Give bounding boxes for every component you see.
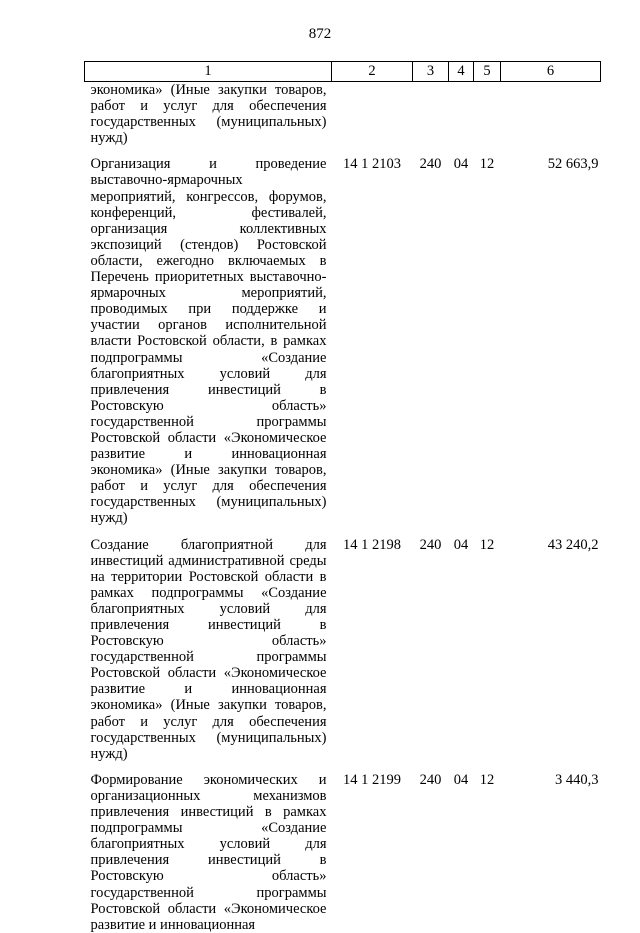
row-spacer [85,762,601,772]
budget-table [84,61,601,933]
subsection-code: 12 [479,536,495,553]
table-row [85,537,601,762]
section-code: 04 [453,771,469,788]
column-header: 4 [449,62,474,82]
amount: 3 440,3 [555,771,599,788]
section-code: 04 [453,156,469,173]
target-article-code: 14 1 2198 [343,536,401,553]
expense-type-code: 240 [419,771,442,788]
section-code [449,82,474,147]
row-description: Создание благоприятной для инвестиций административной среды на территории Ростовской области в рамках подпрограммы «Создание благоприятных условий для привлечения инвестиций в Ростовскую область» государственной программы Ростовской области «Экономическое развитие и инновационная экономика» (Иные закупки товаров, работ и услуг для обеспечения государственных (муниципальных) нужд) [90,536,327,762]
row-spacer [85,527,601,537]
target-article-code: 14 1 2103 [343,156,401,173]
column-header: 1 [85,62,332,82]
column-header: 2 [332,62,413,82]
target-article-code: 14 1 2199 [343,771,401,788]
page-number: 872 [308,26,332,42]
table-header-row [85,62,601,82]
table-row [85,82,601,147]
subsection-code: 12 [479,156,495,173]
expense-type-code [413,82,449,147]
expense-type-code: 240 [419,156,442,173]
expense-type-code: 240 [419,536,442,553]
amount: 52 663,9 [547,156,599,173]
subsection-code: 12 [479,771,495,788]
row-description: экономика» (Иные закупки товаров, работ и услуг для обеспечения государственных (муниципальных) нужд) [90,82,327,147]
subsection-code [474,82,501,147]
row-spacer [85,146,601,156]
column-header: 3 [413,62,449,82]
row-description: Формирование экономических и организационных механизмов привлечения инвестиций в рамках подпрограммы «Создание благоприятных условий для привлечения инвестиций в Ростовскую область» государственной программы Ростовской области «Экономическое развитие и инновационная [90,771,327,933]
table-row [85,772,601,933]
column-header: 5 [474,62,501,82]
amount: 43 240,2 [547,536,599,553]
target-article-code [332,82,413,147]
row-description: Организация и проведение выставочно-ярмарочных мероприятий, конгрессов, форумов, конференций, фестивалей, организация коллективных экспозиций (стендов) Ростовской области, ежегодно включаемых в Перечень приоритетных выставочно-ярмарочных мероприятий, проводимых при поддержке и участии органов исполнительной власти Ростовской области, в рамках подпрограммы «Создание благоприятных условий для привлечения инвестиций в Ростовскую область» государственной программы Ростовской области «Экономическое развитие и инновационная экономика» (Иные закупки товаров, работ и услуг для обеспечения государственных (муниципальных) нужд) [90,156,327,527]
table-row [85,156,601,526]
section-code: 04 [453,536,469,553]
amount [501,82,601,147]
column-header: 6 [501,62,601,82]
